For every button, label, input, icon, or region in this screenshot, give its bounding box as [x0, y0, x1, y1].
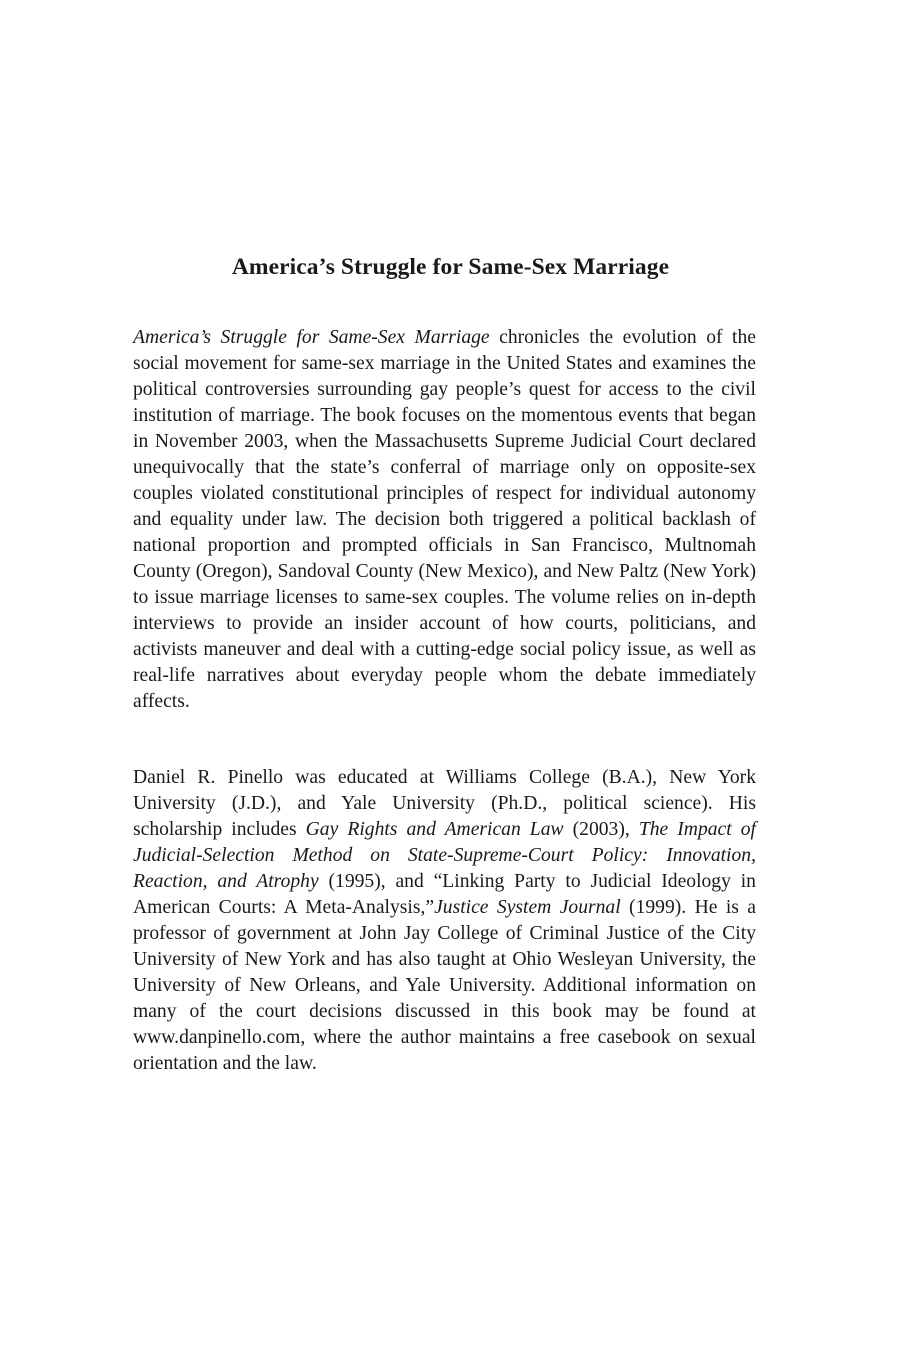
bio-book-title-2: The Impact of Judicial-Selection Method on State-Supreme-Court Policy: Innovation, Reaction, and Atrophy	[133, 819, 756, 892]
bio-text-3: (1995), and “Linking Party to Judicial Ideology in American Courts: A Meta-Analysis,”	[133, 871, 756, 918]
book-title-italic: America’s Struggle for Same-Sex Marriage	[133, 327, 490, 348]
bio-book-title-1: Gay Rights and American Law	[305, 819, 564, 840]
page-title: America’s Struggle for Same-Sex Marriage	[231, 254, 670, 280]
bio-journal-title: Justice System Journal	[434, 897, 621, 918]
description-text: chronicles the evolution of the social movement for same-sex marriage in the United States and examines the political controversies surrounding gay people’s quest for access to the civil institution of marriage. The book focuses on the momentous events that began in November 2003, when the Massachusetts Supreme Judicial Court declared unequivocally that the state’s conferral of marriage only on opposite-sex couples violated constitutional principles of respect for individual autonomy and equality under law. The decision both triggered a political backlash of national proportion and prompted officials in San Francisco, Multnomah County (Oregon), Sandoval County (New Mexico), and New Paltz (New York) to issue marriage licenses to same-sex couples. The volume relies on in-depth interviews to provide an insider account of how courts, politicians, and activists maneuver and deal with a cutting-edge social policy issue, as well as real-life narratives about everyday people whom the debate immediately affects.	[133, 327, 756, 712]
bio-text-4: (1999). He is a professor of government at John Jay College of Criminal Justice of the City University of New York and has also taught at Ohio Wesleyan University, the University of New Orleans, and Yale University. Additional information on many of the court decisions discussed in this book may be found at www.danpinello.com, where the author maintains a free casebook on sexual orientation and the law.	[133, 897, 756, 1074]
book-description	[133, 325, 756, 715]
bio-text-1: Daniel R. Pinello was educated at Williams College (B.A.), New York University (J.D.), and Yale University (Ph.D., political science). His scholarship includes	[133, 767, 756, 840]
bio-text-2: (2003),	[563, 819, 639, 840]
author-bio	[133, 765, 756, 1077]
